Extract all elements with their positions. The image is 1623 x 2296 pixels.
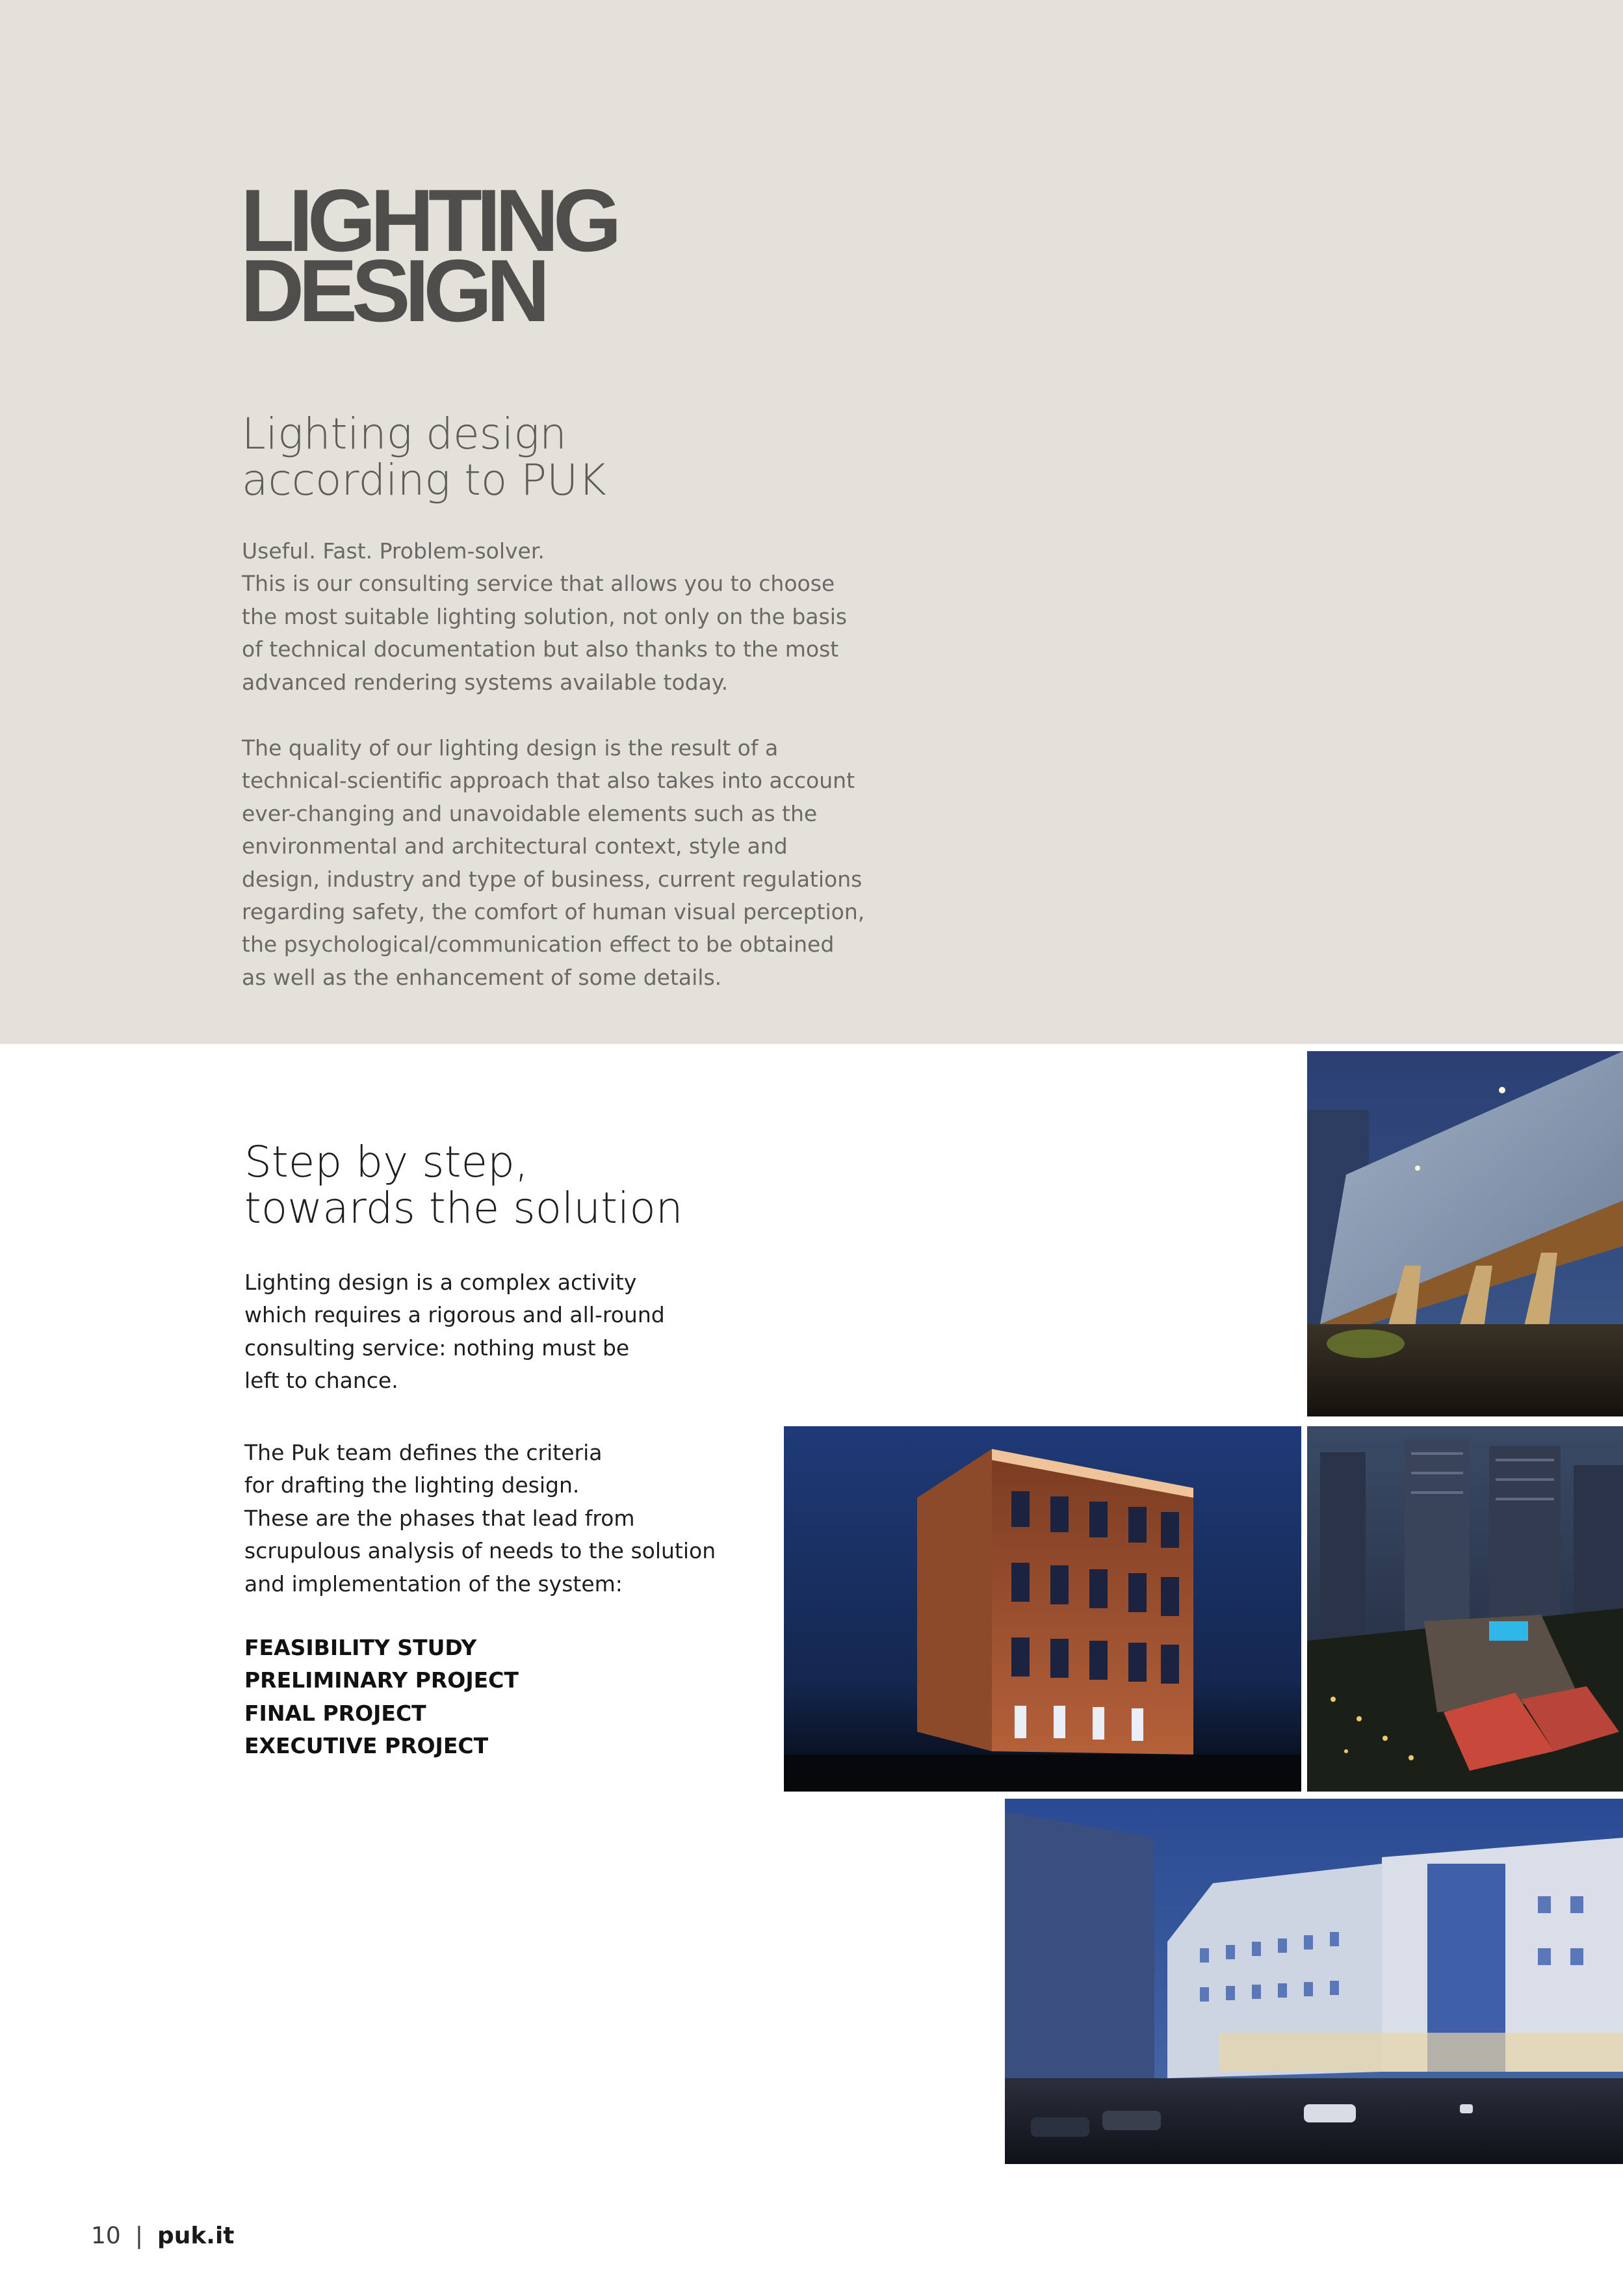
text-line: environmental and architectural context, style and bbox=[242, 833, 788, 859]
text-line: Lighting design is a complex activity bbox=[244, 1270, 637, 1295]
intro-heading-line: according to PUK bbox=[242, 455, 606, 505]
page-footer bbox=[91, 2222, 235, 2250]
text-line: regarding safety, the comfort of human visual perception, bbox=[242, 899, 865, 925]
text-line: Useful. Fast. Problem-solver. bbox=[242, 538, 545, 564]
phase-item: EXECUTIVE PROJECT bbox=[244, 1733, 489, 1759]
phase-item: FEASIBILITY STUDY bbox=[244, 1635, 477, 1660]
text-line: as well as the enhancement of some details. bbox=[242, 964, 722, 990]
steps-paragraph-2 bbox=[244, 1437, 716, 1600]
text-line: advanced rendering systems available today. bbox=[242, 669, 729, 695]
photo-aerial-resort bbox=[1307, 1426, 1623, 1792]
phase-item: FINAL PROJECT bbox=[244, 1700, 426, 1726]
text-line: scrupulous analysis of needs to the solution bbox=[244, 1538, 716, 1564]
page-title bbox=[240, 171, 616, 340]
intro-heading bbox=[242, 411, 606, 503]
text-line: The quality of our lighting design is the result of a bbox=[242, 735, 779, 761]
text-line: design, industry and type of business, current regulations bbox=[242, 866, 863, 892]
project-phases-list bbox=[244, 1632, 519, 1763]
intro-paragraph-1 bbox=[242, 535, 847, 699]
text-line: of technical documentation but also thanks to the most bbox=[242, 636, 839, 662]
footer-separator: | bbox=[135, 2223, 143, 2249]
page-title-line-1: LIGHTING bbox=[240, 171, 616, 270]
text-line: ever-changing and unavoidable elements such as the bbox=[242, 800, 818, 826]
text-line: and implementation of the system: bbox=[244, 1571, 623, 1597]
text-line: which requires a rigorous and all-round bbox=[244, 1302, 665, 1328]
phase-item: PRELIMINARY PROJECT bbox=[244, 1667, 519, 1693]
text-line: These are the phases that lead from bbox=[244, 1505, 635, 1531]
site-link[interactable]: puk.it bbox=[157, 2223, 235, 2249]
photo-canopy-building bbox=[1307, 1051, 1623, 1416]
intro-heading-line: Lighting design bbox=[242, 409, 567, 459]
text-line: for drafting the lighting design. bbox=[244, 1472, 580, 1498]
text-line: This is our consulting service that allows you to choose bbox=[242, 571, 835, 597]
page-title-line-2: DESIGN bbox=[240, 241, 545, 340]
intro-paragraph-2 bbox=[242, 732, 864, 994]
steps-heading bbox=[244, 1139, 683, 1231]
text-line: consulting service: nothing must be bbox=[244, 1335, 630, 1361]
text-line: left to chance. bbox=[244, 1368, 398, 1394]
steps-heading-line: Step by step, bbox=[244, 1137, 528, 1187]
photo-brick-building bbox=[784, 1426, 1301, 1792]
steps-paragraph-1 bbox=[244, 1266, 665, 1398]
photo-hotel-facade bbox=[1005, 1799, 1623, 2164]
steps-heading-line: towards the solution bbox=[244, 1183, 683, 1233]
text-line: the most suitable lighting solution, not only on the basis bbox=[242, 603, 848, 629]
text-line: The Puk team defines the criteria bbox=[244, 1440, 603, 1465]
page-number: 10 bbox=[91, 2223, 121, 2249]
text-line: technical-scientific approach that also takes into account bbox=[242, 768, 855, 794]
text-line: the psychological/communication effect to be obtained bbox=[242, 932, 835, 958]
